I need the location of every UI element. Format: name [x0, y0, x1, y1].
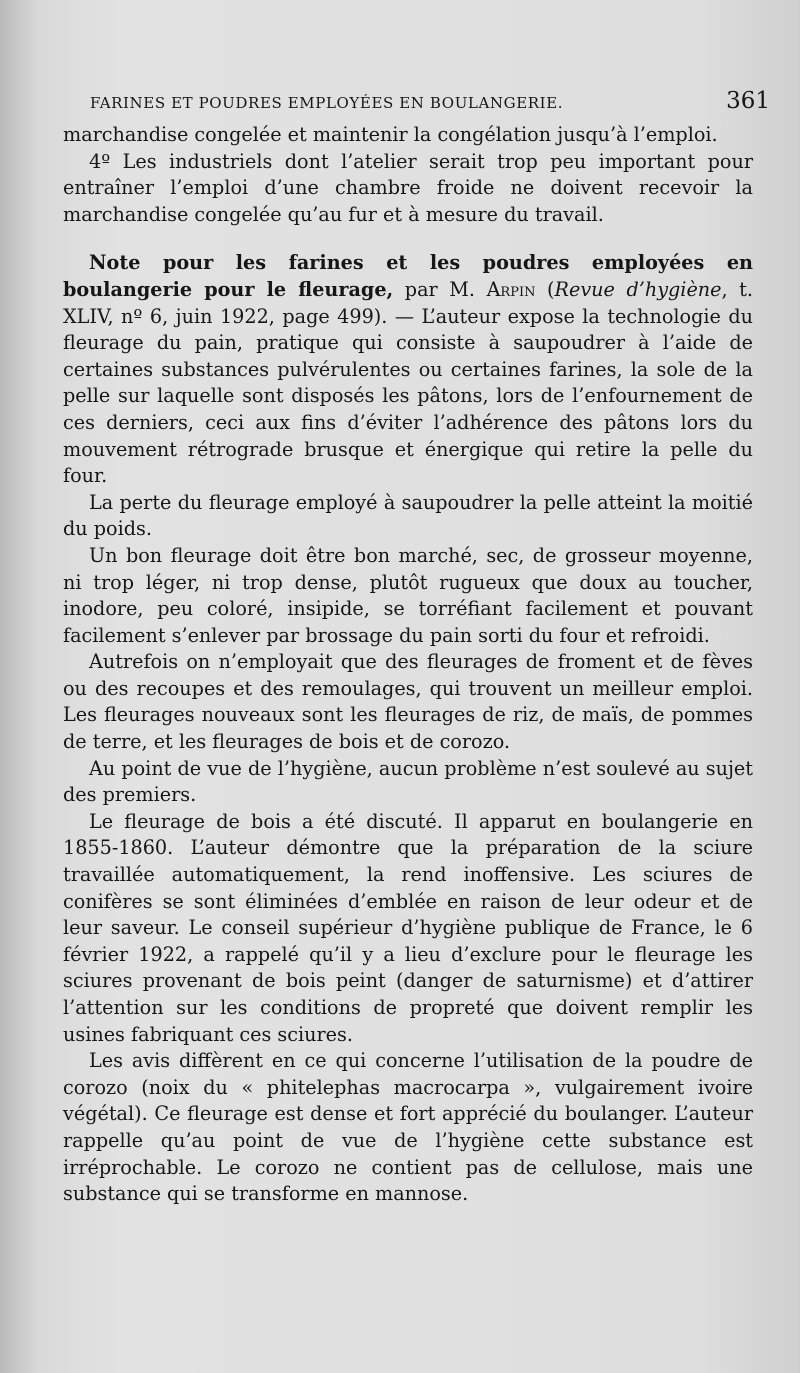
paragraph-item-4: 4º Les industriels dont l’atelier serait trop peu important pour entraîner l’emploi d’une chambre froide ne doivent recevoir la marchandise congelée qu’au fur et à mesure du travail.: [63, 149, 753, 226]
page-body: [63, 122, 753, 1208]
paragraph-continued: marchandise congelée et maintenir la congélation jusqu’à l’emploi.: [63, 123, 718, 146]
paragraph-corozo: Les avis diffèrent en ce qui concerne l’utilisation de la poudre de corozo (noix du « phitelephas macrocarpa », vulgairement ivoire végétal). Ce fleurage est dense et fort apprécié du boulanger. L’auteur rappelle qu’au point de vue de l’hygiène cette substance est irréprochable. Le corozo ne contient pas de cellulose, mais une substance qui se transforme en mannose.: [63, 1049, 753, 1206]
paragraph-good-fleurage: Un bon fleurage doit être bon marché, sec, de grosseur moyenne, ni trop léger, ni trop dense, plutôt rugueux que doux au toucher, inodore, peu coloré, insipide, se torréfiant facilement et pouvant facilement s’enlever par brossage du pain sorti du four et refroidi.: [63, 543, 753, 647]
paragraph-history: Autrefois on n’employait que des fleurages de froment et de fèves ou des recoupes et des remoulages, qui trouvent un meilleur emploi. Les fleurages nouveaux sont les fleurages de riz, de maïs, de pommes de terre, et les fleurages de bois et de corozo.: [63, 650, 753, 754]
page-header: [90, 88, 770, 118]
page-number: 361: [726, 88, 770, 114]
running-title: FARINES ET POUDRES EMPLOYÉES EN BOULANGERIE.: [90, 94, 564, 112]
note-by: par M.: [393, 277, 487, 301]
paragraph-hygiene: Au point de vue de l’hygiène, aucun problème n’est soulevé au sujet des premiers.: [63, 756, 753, 807]
paragraph-wood: Le fleurage de bois a été discuté. Il apparut en boulangerie en 1855-1860. L’auteur démontre que la préparation de la sciure travaillée automatiquement, la rend inoffensive. Les sciures de conifères se sont éliminées d’emblée en raison de leur odeur et de leur saveur. Le conseil supérieur d’hygiène publique de France, le 6 février 1922, a rappelé qu’il y a lieu d’exclure pour le fleurage les sciures provenant de bois peint (danger de saturnisme) et d’attirer l’attention sur les conditions de propreté que doivent remplir les usines fabriquant ces sciures.: [63, 809, 753, 1046]
section-spacer: [63, 228, 753, 250]
note-open-paren: (: [535, 277, 555, 301]
note-journal: Revue d’hygiène: [554, 277, 722, 301]
note-paragraph: [63, 250, 753, 489]
note-citation: , t. XLIV, nº 6, juin 1922, page 499). — L’auteur expose la technologie du fleurage du pain, pratique qui consiste à saupoudrer à l’aide de certaines substances pulvérulentes ou certaines farines, la sole de la pelle sur laquelle sont disposés les pâtons, lors de l’enfournement de ces derniers, ceci aux fins d’éviter l’adhérence des pâtons lors du mouvement rétrograde brusque et énergique qui retire la pelle du four.: [63, 277, 753, 488]
note-author: Arpin: [486, 277, 536, 301]
paragraph-loss: La perte du fleurage employé à saupoudrer la pelle atteint la moitié du poids.: [63, 490, 753, 541]
note-title: Note pour les farines et les poudres employées en boulangerie pour le fleurage,: [63, 251, 753, 301]
